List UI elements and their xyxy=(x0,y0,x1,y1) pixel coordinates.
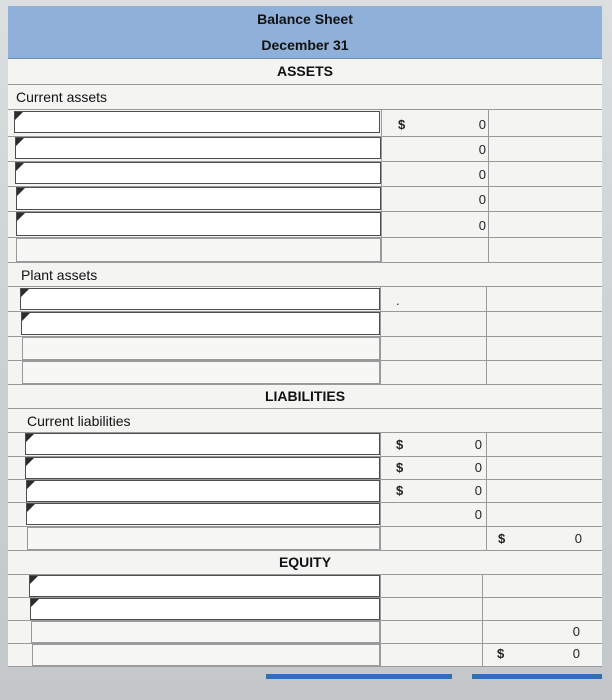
liabilities-heading-row xyxy=(8,384,602,409)
total-liabilities-amount: 0 xyxy=(574,531,582,546)
total-liabilities-label-cell xyxy=(27,527,380,550)
bottom-highlight-bar xyxy=(266,674,452,679)
current-liability-dollar-2: $ xyxy=(396,460,404,475)
assets-heading: ASSETS xyxy=(276,63,333,79)
total-liabilities-equity-dollar: $ xyxy=(497,646,505,661)
bottom-highlight-bar xyxy=(472,674,602,679)
column-divider xyxy=(486,432,487,550)
assets-heading-row xyxy=(8,58,602,85)
equity-heading: EQUITY xyxy=(278,554,332,570)
total-equity-amount: 0 xyxy=(572,624,580,639)
current-asset-amount-3: 0 xyxy=(478,167,486,182)
current-liability-amount-2: 0 xyxy=(474,460,482,475)
current-asset-amount-5: 0 xyxy=(478,218,486,233)
current-asset-account-input-3[interactable] xyxy=(15,162,381,184)
row-divider xyxy=(8,286,602,287)
current-assets-total-label-cell xyxy=(16,238,381,262)
plant-assets-label: Plant assets xyxy=(21,267,98,283)
liabilities-heading: LIABILITIES xyxy=(264,388,346,404)
column-divider xyxy=(380,286,381,384)
current-liability-account-input-2[interactable] xyxy=(25,457,380,479)
current-assets-label: Current assets xyxy=(16,89,108,105)
total-liabilities-equity-amount: 0 xyxy=(572,646,580,661)
row-divider xyxy=(8,109,602,110)
row-divider xyxy=(8,666,602,667)
current-asset-account-input-4[interactable] xyxy=(16,187,381,210)
plant-asset-marker: . xyxy=(396,293,400,308)
equity-account-input-1[interactable] xyxy=(29,575,380,597)
sheet-title-row xyxy=(8,6,602,33)
current-liability-account-input-1[interactable] xyxy=(25,433,380,455)
current-liability-amount-3: 0 xyxy=(474,483,482,498)
total-liabilities-equity-label-cell xyxy=(32,644,380,666)
current-liabilities-label: Current liabilities xyxy=(27,413,131,429)
current-asset-account-input-2[interactable] xyxy=(15,137,381,159)
total-equity-label-cell xyxy=(31,621,380,643)
plant-assets-subtotal-cell xyxy=(22,337,380,360)
current-asset-amount-1: 0 xyxy=(478,117,486,132)
current-asset-amount-4: 0 xyxy=(478,192,486,207)
sheet-date: December 31 xyxy=(261,37,349,53)
plant-asset-account-input-1[interactable] xyxy=(20,288,380,310)
equity-account-input-2[interactable] xyxy=(30,598,380,620)
row-divider xyxy=(8,262,602,263)
sheet-title: Balance Sheet xyxy=(257,11,353,27)
current-asset-amount-2: 0 xyxy=(478,142,486,157)
current-liability-dollar-3: $ xyxy=(396,483,404,498)
plant-asset-account-input-2[interactable] xyxy=(21,312,380,335)
total-assets-cell xyxy=(22,361,380,384)
current-liability-amount-1: 0 xyxy=(474,437,482,452)
current-liability-dollar-1: $ xyxy=(396,437,404,452)
current-asset-dollar-1: $ xyxy=(398,117,406,132)
current-liability-amount-4: 0 xyxy=(474,507,482,522)
sheet-date-row xyxy=(8,32,602,59)
current-liability-account-input-4[interactable] xyxy=(26,503,380,525)
current-asset-account-input-5[interactable] xyxy=(16,212,381,236)
column-divider xyxy=(486,286,487,384)
equity-heading-row xyxy=(8,550,602,575)
current-asset-account-input-1[interactable] xyxy=(14,111,380,133)
column-divider xyxy=(380,432,381,550)
total-liabilities-dollar: $ xyxy=(498,531,506,546)
current-liability-account-input-3[interactable] xyxy=(26,480,380,502)
